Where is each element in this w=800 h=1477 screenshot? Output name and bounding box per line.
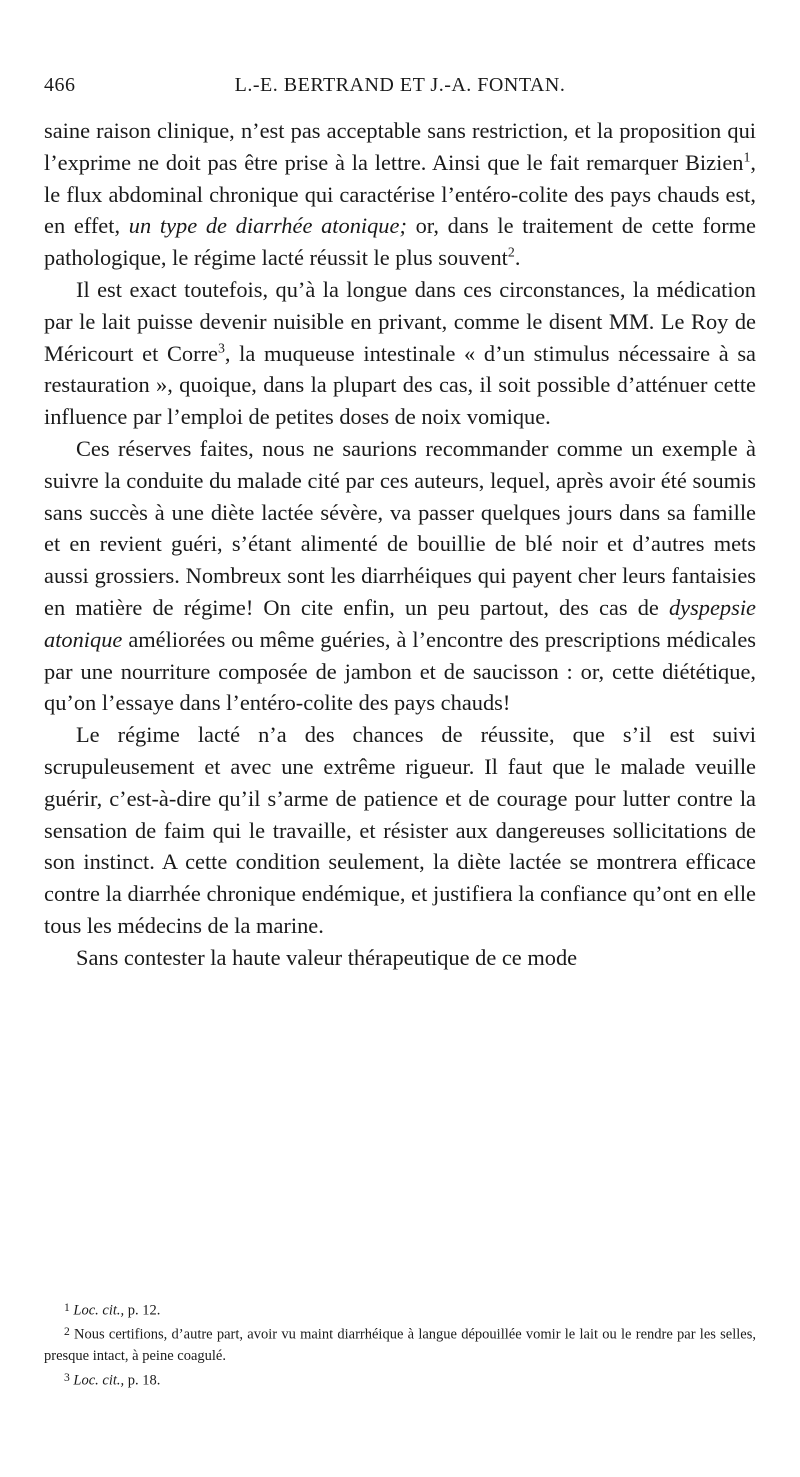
text-run: , la muqueuse intestinale « d’un stimulus nécessaire à sa restauration », quoique, dans la plupart des cas, il soit possible d’atténuer cette influence par l’emploi de petites doses de noix vomique. [44, 340, 756, 430]
paragraph-2 [44, 274, 756, 433]
footnote-ref-3: 3 [217, 341, 225, 357]
footnote-1 [44, 1297, 756, 1321]
footnote-citation: Loc. cit., [73, 1302, 125, 1319]
emphasis-text: un type de diarrhée atonique; [128, 213, 407, 239]
footnote-2 [44, 1321, 756, 1366]
text-run: Il est exact toutefois, qu’à la longue dans ces circonstances, la médication par le lait puisse devenir nuisible en privant, comme le disent MM. Le Roy de Méricourt et Corre [44, 276, 756, 366]
text-run: or, dans le traitement de cette forme pathologique, le régime lacté réussit le plus souvent [44, 213, 757, 271]
paragraph-3 [44, 433, 756, 719]
running-head: L.-E. BERTRAND ET J.-A. FONTAN. [234, 74, 566, 96]
text-run: améliorées ou même guéries, à l’encontre des prescriptions médicales par une nourriture composée de jambon et de saucisson : or, cette diététique, qu’on l’essaye dans l’entéro-colite des pays chauds! [44, 626, 756, 716]
footnote-text: p. 12. [124, 1302, 161, 1319]
text-run: , le flux abdominal chronique qui caractérise l’entéro-colite des pays chauds est, en effet, [44, 149, 756, 239]
footnote-text: Nous certifions, d’autre part, avoir vu maint diarrhéique à langue dépouillée vomir le lait ou le rendre par les selles, presque intact, à peine coagulé. [44, 1326, 756, 1364]
body-text [44, 115, 756, 974]
footnote-number: 1 [64, 1301, 70, 1314]
paragraph-4 [44, 719, 756, 942]
emphasis-text: dyspepsie atonique [44, 594, 756, 652]
footnote-number: 2 [64, 1325, 70, 1339]
text-run: . [514, 245, 521, 271]
paragraph-5 [44, 942, 756, 974]
paragraph-1 [44, 115, 756, 274]
footnote-text: p. 18. [124, 1372, 161, 1389]
footnote-3 [44, 1367, 756, 1391]
text-run: Sans contester la haute valeur thérapeutique de ce mode [76, 944, 578, 970]
text-run: Le régime lacté n’a des chances de réussite, que s’il est suivi scrupuleusement et avec une extrême rigueur. Il faut que le malade veuille guérir, c’est-à-dire qu’il s’arme de patience et de courage pour lutter contre la sensation de faim qui le travaille, et résister aux dangereuses sollicitations de son instinct. A cette condition seulement, la diète lactée se montrera efficace contre la diarrhée chronique endémique, et justifiera la confiance qu’ont en elle tous les médecins de la marine. [44, 722, 756, 938]
footnote-ref-1: 1 [743, 150, 751, 166]
text-run: Ces réserves faites, nous ne saurions recommander comme un exemple à suivre la conduite du malade cité par ces auteurs, lequel, après avoir été soumis sans succès à une diète lactée sévère, va passer quelques jours dans sa famille et en revient guéri, s’étant alimenté de bouillie de blé noir et d’autres mets aussi grossiers. Nombreux sont les diarrhéiques qui payent cher leurs fantaisies en matière de régime! On cite enfin, un peu partout, des cas de [44, 435, 756, 620]
page-number: 466 [44, 74, 76, 96]
footnote-number: 3 [64, 1370, 70, 1384]
footnotes [44, 1297, 756, 1391]
footnote-ref-2: 2 [507, 245, 515, 261]
footnote-citation: Loc. cit., [73, 1372, 125, 1389]
text-run: saine raison clinique, n’est pas acceptable sans restriction, et la proposition qui l’exprime ne doit pas être prise à la lettre. Ainsi que le fait remarquer Bizien [44, 118, 756, 175]
